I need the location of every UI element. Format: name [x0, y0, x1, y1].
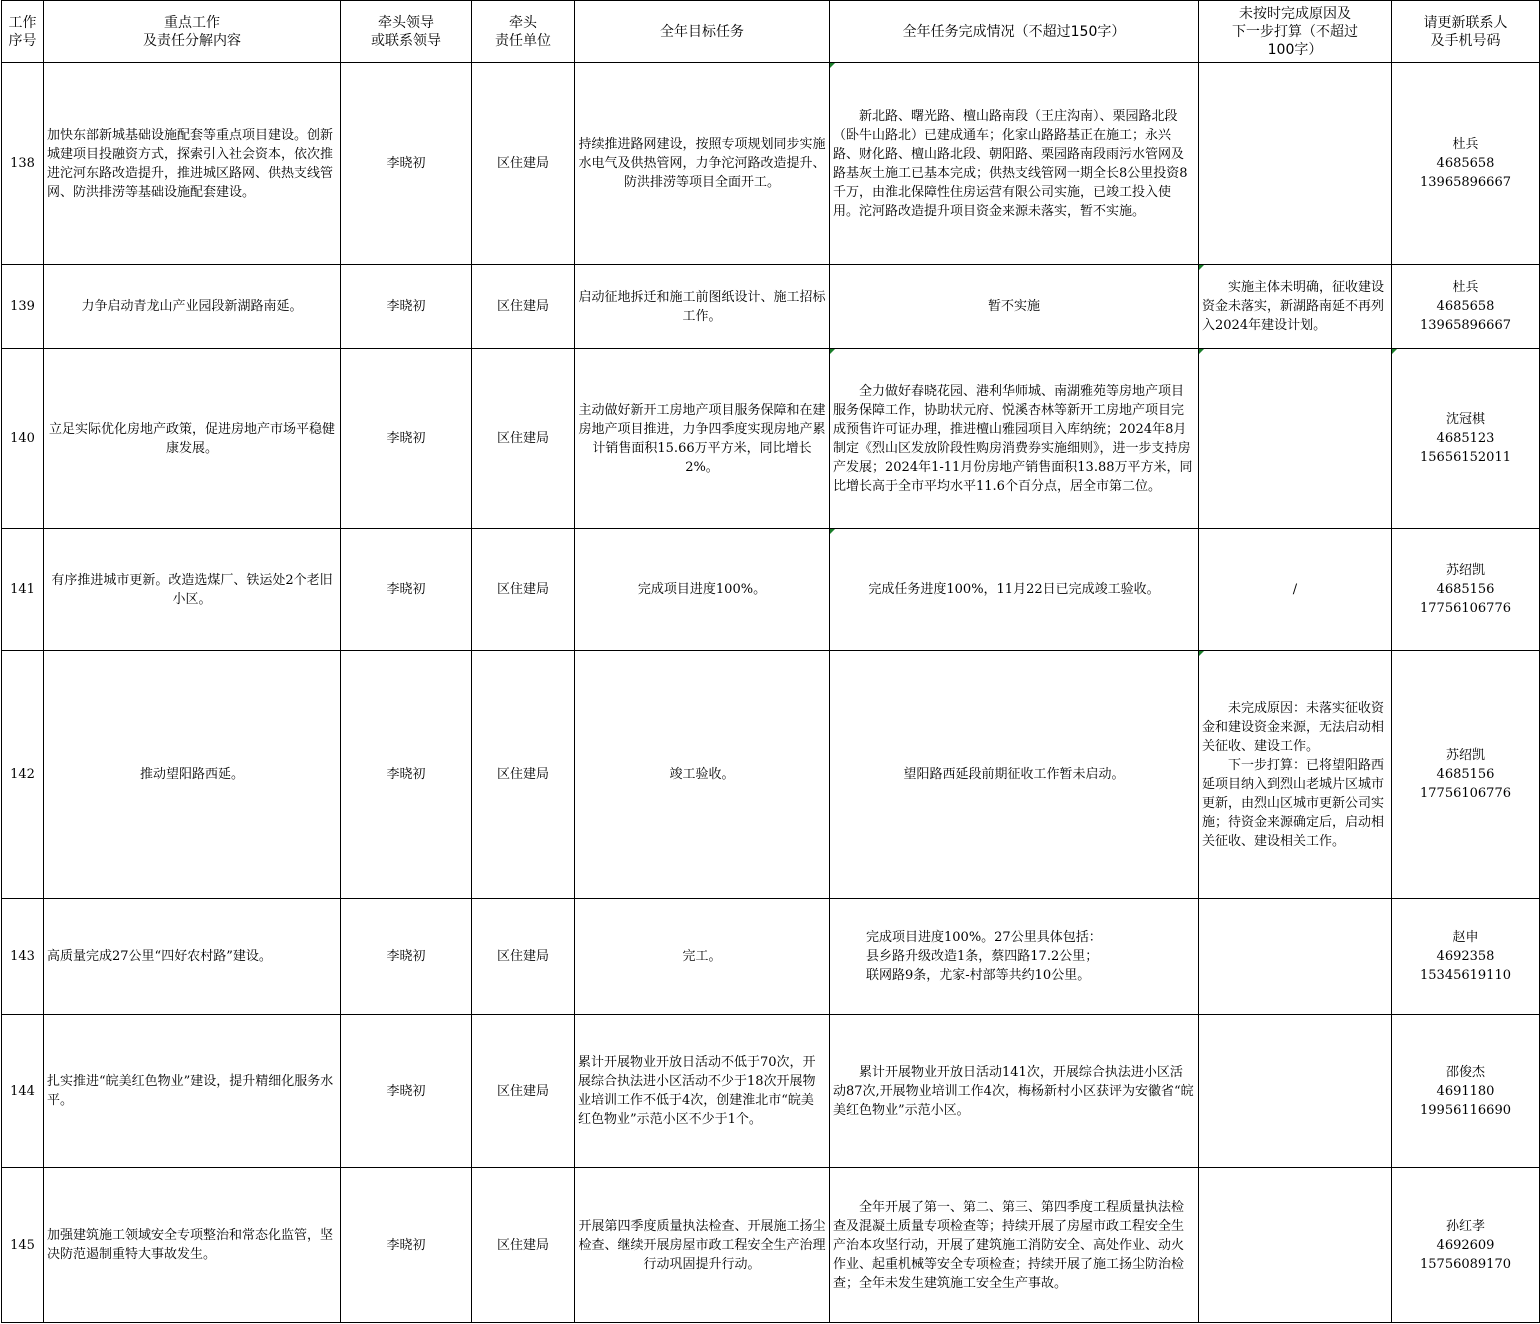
cell-contact — [1392, 899, 1540, 1015]
cell-leader: 李晓初 — [341, 529, 472, 651]
cell-no: 143 — [2, 899, 44, 1015]
cell-reason — [1199, 651, 1392, 899]
cell-unit: 区住建局 — [472, 651, 575, 899]
cell-target: 竣工验收。 — [575, 651, 830, 899]
contact-name: 苏绍凯 — [1445, 748, 1485, 763]
cell-target: 完工。 — [575, 899, 830, 1015]
cell-task: 有序推进城市更新。改造选煤厂、铁运处2个老旧小区。 — [44, 529, 341, 651]
table-row — [2, 529, 1540, 651]
cell-no: 144 — [2, 1015, 44, 1168]
cell-target: 主动做好新开工房地产项目服务保障和在建房地产项目推进，力争四季度实现房地产累计销售面积15.66万平方米，同比增长2%。 — [575, 349, 830, 529]
status-line: 县乡路升级改造1条，蔡四路17.2公里； — [866, 949, 1099, 964]
table-row — [2, 1168, 1540, 1323]
contact-tel: 4685123 — [1436, 431, 1495, 446]
cell-reason — [1199, 899, 1392, 1015]
cell-status — [830, 1015, 1199, 1168]
contact-tel: 4685156 — [1436, 767, 1495, 782]
cell-target: 开展第四季度质量执法检查、开展施工扬尘检查、继续开展房屋市政工程安全生产治理行动巩固提升行动。 — [575, 1168, 830, 1323]
cell-reason — [1199, 63, 1392, 265]
contact-mobile: 15656152011 — [1420, 450, 1511, 465]
cell-status — [830, 899, 1199, 1015]
status-text: 累计开展物业开放日活动141次，开展综合执法进小区活动87次,开展物业培训工作4次，梅杨新村小区获评为安徽省“皖美红色物业”示范小区。 — [833, 1064, 1194, 1118]
contact-tel: 4691180 — [1436, 1083, 1495, 1099]
header-target: 全年目标任务 — [575, 1, 830, 63]
work-progress-table — [1, 0, 1540, 1323]
contact-mobile: 17756106776 — [1420, 786, 1511, 801]
cell-task: 加强建筑施工领域安全专项整治和常态化监管，坚决防范遏制重特大事故发生。 — [44, 1168, 341, 1323]
cell-leader: 李晓初 — [341, 1168, 472, 1323]
cell-contact — [1392, 529, 1540, 651]
cell-target: 启动征地拆迁和施工前图纸设计、施工招标工作。 — [575, 265, 830, 349]
cell-status: 望阳路西延段前期征收工作暂未启动。 — [830, 651, 1199, 899]
contact-name: 杜兵 — [1452, 137, 1479, 152]
header-reason: 未按时完成原因及 下一步打算（不超过 100字） — [1199, 1, 1392, 63]
cell-unit: 区住建局 — [472, 63, 575, 265]
cell-target: 累计开展物业开放日活动不低于70次，开展综合执法进小区活动不少于18次开展物业培训工作不低于4次，创建淮北市“皖美红色物业”示范小区不少于1个。 — [575, 1015, 830, 1168]
cell-status — [830, 349, 1199, 529]
cell-leader: 李晓初 — [341, 265, 472, 349]
cell-reason — [1199, 349, 1392, 529]
header-no: 工作 序号 — [2, 1, 44, 63]
contact-tel: 4692609 — [1436, 1237, 1495, 1253]
cell-unit: 区住建局 — [472, 265, 575, 349]
contact-name: 杜兵 — [1452, 280, 1479, 295]
cell-unit: 区住建局 — [472, 1168, 575, 1323]
table-row — [2, 899, 1540, 1015]
cell-task: 高质量完成27公里“四好农村路”建设。 — [44, 899, 341, 1015]
status-text: 全年开展了第一、第二、第三、第四季度工程质量执法检查及混凝土质量专项检查等；持续开展了房屋市政工程安全生产治本攻坚行动，开展了建筑施工消防安全、高处作业、动火作业、起重机械等安全专项检查；持续开展了施工扬尘防治检查；全年未发生建筑施工安全生产事故。 — [833, 1199, 1185, 1291]
cell-no: 142 — [2, 651, 44, 899]
table-row — [2, 1015, 1540, 1168]
cell-leader: 李晓初 — [341, 63, 472, 265]
cell-no: 139 — [2, 265, 44, 349]
cell-no: 145 — [2, 1168, 44, 1323]
contact-name: 沈冠棋 — [1445, 412, 1485, 427]
contact-mobile: 13965896667 — [1420, 175, 1511, 190]
contact-mobile: 13965896667 — [1420, 318, 1511, 333]
cell-contact — [1392, 1015, 1540, 1168]
cell-contact — [1392, 63, 1540, 265]
cell-status — [830, 1168, 1199, 1323]
cell-contact — [1392, 265, 1540, 349]
cell-reason — [1199, 1015, 1392, 1168]
cell-target: 持续推进路网建设，按照专项规划同步实施水电气及供热管网，力争沱河路改造提升、防洪排涝等项目全面开工。 — [575, 63, 830, 265]
cell-reason — [1199, 1168, 1392, 1323]
table-row — [2, 651, 1540, 899]
reason-plan-text: 下一步打算：已将望阳路西延项目纳入到烈山老城片区城市更新，由烈山区城市更新公司实施；待资金来源确定后，启动相关征收、建设相关工作。 — [1202, 757, 1385, 849]
status-line: 联网路9条，尤家-村部等共约10公里。 — [866, 968, 1091, 983]
cell-leader: 李晓初 — [341, 349, 472, 529]
header-unit: 牵头 责任单位 — [472, 1, 575, 63]
header-row — [2, 1, 1540, 63]
table-row — [2, 349, 1540, 529]
cell-status: 暂不实施 — [830, 265, 1199, 349]
table-row — [2, 63, 1540, 265]
contact-name: 邵俊杰 — [1445, 1064, 1485, 1080]
contact-tel: 4685658 — [1436, 156, 1495, 171]
table-row — [2, 265, 1540, 349]
cell-no: 140 — [2, 349, 44, 529]
cell-status — [830, 63, 1199, 265]
cell-contact — [1392, 651, 1540, 899]
reason-cause-text: 未完成原因：未落实征收资金和建设资金来源，无法启动相关征收、建设工作。 — [1202, 700, 1385, 754]
contact-tel: 4685658 — [1436, 299, 1495, 314]
cell-unit: 区住建局 — [472, 899, 575, 1015]
header-contact: 请更新联系人 及手机号码 — [1392, 1, 1540, 63]
header-status: 全年任务完成情况（不超过150字） — [830, 1, 1199, 63]
cell-leader: 李晓初 — [341, 899, 472, 1015]
cell-leader: 李晓初 — [341, 1015, 472, 1168]
status-text: 新北路、曙光路、檀山路南段（王庄沟南）、栗园路北段（卧牛山路北）已建成通车；化家山路路基正在施工；永兴路、财化路、檀山路北段、朝阳路、栗园路南段雨污水管网及路基灰土施工已基本完成；供热支线管网一期全长8公里投资8千万，由淮北保障性住房运营有限公司实施，已竣工投入使用。沱河路改造提升项目资金来源未落实，暂不实施。 — [833, 108, 1188, 219]
cell-leader: 李晓初 — [341, 651, 472, 899]
header-task: 重点工作 及责任分解内容 — [44, 1, 341, 63]
contact-mobile: 17756106776 — [1420, 601, 1511, 616]
cell-task: 力争启动青龙山产业园段新湖路南延。 — [44, 265, 341, 349]
cell-reason: / — [1199, 529, 1392, 651]
cell-contact — [1392, 1168, 1540, 1323]
contact-mobile: 15756089170 — [1420, 1256, 1511, 1272]
cell-target: 完成项目进度100%。 — [575, 529, 830, 651]
cell-no: 138 — [2, 63, 44, 265]
cell-unit: 区住建局 — [472, 1015, 575, 1168]
cell-contact — [1392, 349, 1540, 529]
cell-task: 立足实际优化房地产政策，促进房地产市场平稳健康发展。 — [44, 349, 341, 529]
contact-tel: 4685156 — [1436, 582, 1495, 597]
header-leader: 牵头领导 或联系领导 — [341, 1, 472, 63]
contact-name: 苏绍凯 — [1445, 563, 1485, 578]
cell-task: 推动望阳路西延。 — [44, 651, 341, 899]
contact-tel: 4692358 — [1436, 949, 1495, 964]
contact-name: 孙红孝 — [1445, 1218, 1485, 1234]
cell-task: 加快东部新城基础设施配套等重点项目建设。创新城建项目投融资方式，探索引入社会资本，依次推进沱河东路改造提升，推进城区路网、供热支线管网、防洪排涝等基础设施配套建设。 — [44, 63, 341, 265]
cell-reason — [1199, 265, 1392, 349]
cell-unit: 区住建局 — [472, 529, 575, 651]
status-text: 全力做好春晓花园、港利华师城、南湖雅苑等房地产项目服务保障工作，协助状元府、悦溪杏林等新开工房地产项目完成预售许可证办理，推进檀山雅园项目入库纳统；2024年8月制定《烈山区发放阶段性购房消费券实施细则》，进一步支持房产发展；2024年1-11月份房地产销售面积13.88万平方米，同比增长高于全市平均水平11.6个百分点，居全市第二位。 — [833, 383, 1193, 494]
cell-unit: 区住建局 — [472, 349, 575, 529]
cell-no: 141 — [2, 529, 44, 651]
contact-mobile: 15345619110 — [1420, 968, 1511, 983]
contact-mobile: 19956116690 — [1420, 1102, 1511, 1118]
contact-name: 赵申 — [1452, 930, 1479, 945]
cell-task: 扎实推进“皖美红色物业”建设，提升精细化服务水平。 — [44, 1015, 341, 1168]
reason-text: 实施主体未明确，征收建设资金未落实，新湖路南延不再列入2024年建设计划。 — [1202, 280, 1385, 333]
cell-status: 完成任务进度100%，11月22日已完成竣工验收。 — [830, 529, 1199, 651]
status-line: 完成项目进度100%。27公里具体包括： — [866, 930, 1102, 945]
